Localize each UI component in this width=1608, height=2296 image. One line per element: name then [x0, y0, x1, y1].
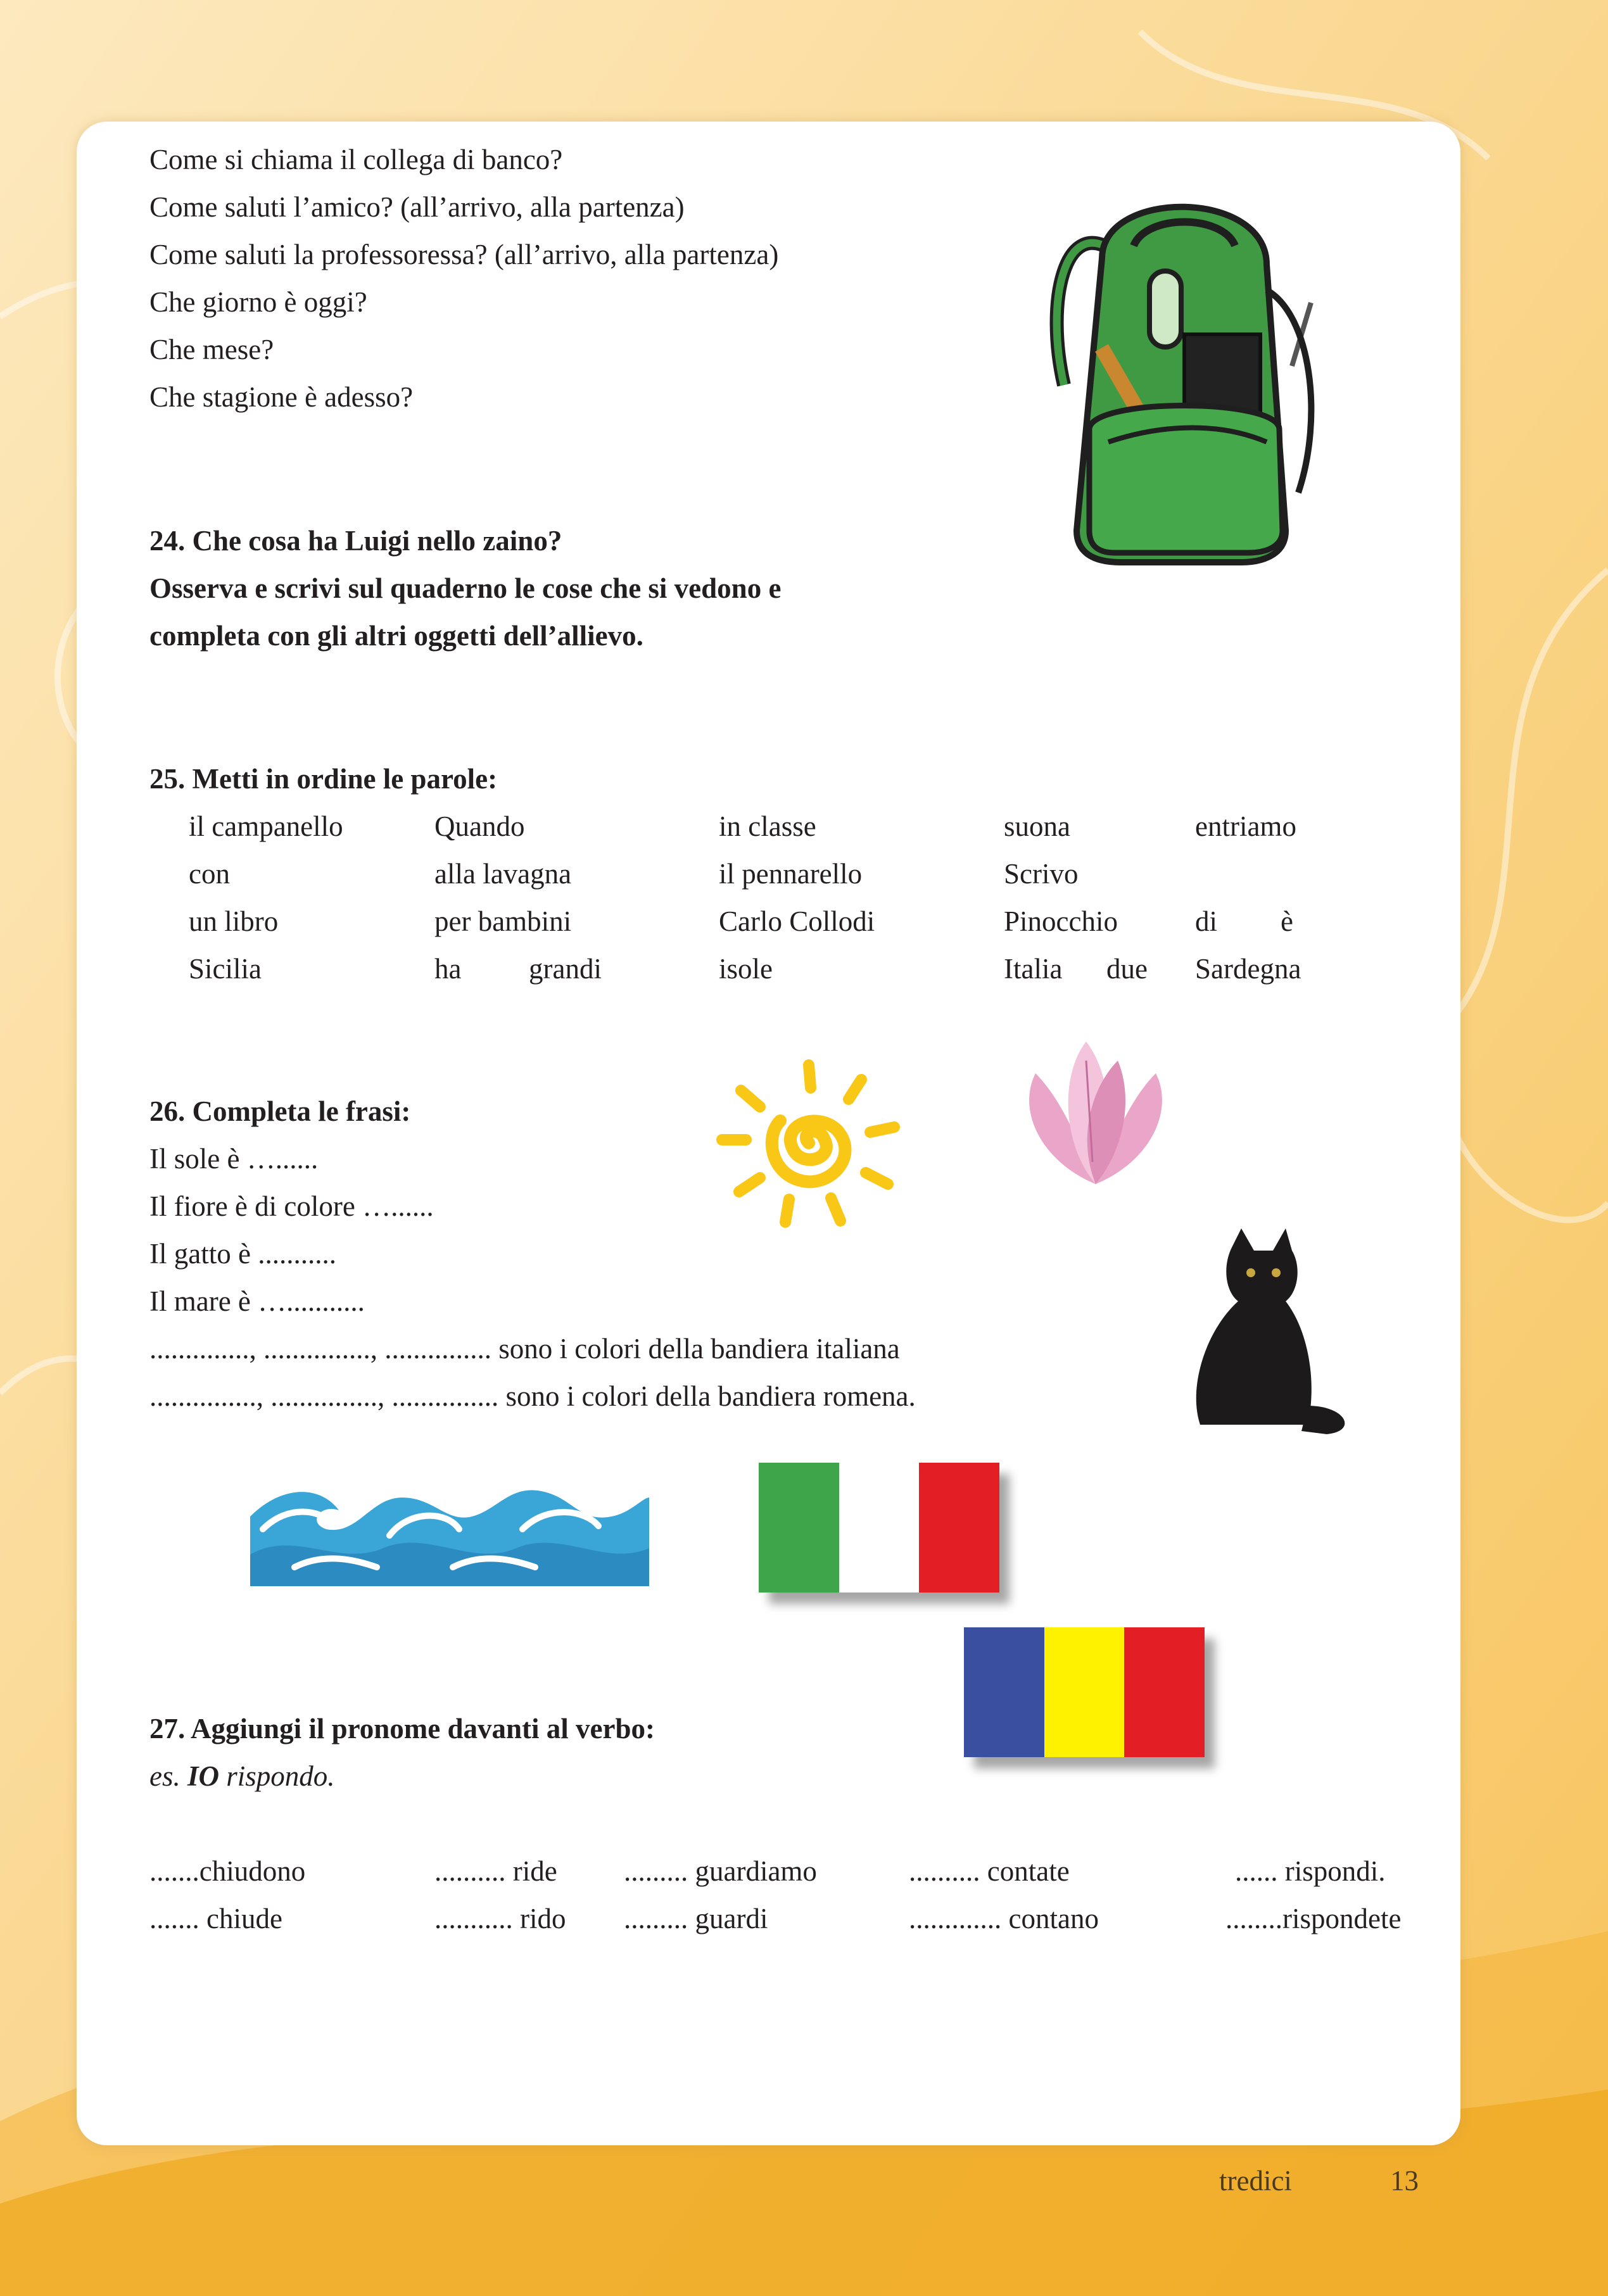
verb-blank: ......... guardiamo	[624, 1855, 817, 1887]
backpack-icon	[1039, 176, 1336, 575]
verb-blank: ....... chiude	[149, 1903, 282, 1934]
exercise-24-instruction: Osserva e scrivi sul quaderno le cose che si vedono e	[149, 572, 782, 604]
word: Quando	[434, 811, 525, 842]
completion-line: ..............., ..............., ............... sono i colori della bandiera romena.	[149, 1380, 916, 1412]
sea-wave-icon	[244, 1460, 652, 1593]
word: Italia	[1004, 953, 1063, 985]
verb-blank: .......... ride	[434, 1855, 557, 1887]
word: Sicilia	[189, 953, 262, 985]
completion-line: Il mare è …...........	[149, 1285, 365, 1317]
word: isole	[719, 953, 773, 985]
word: due	[1106, 953, 1148, 985]
question-line: Come saluti la professoressa? (all’arrivo, alla partenza)	[149, 239, 779, 270]
verb-blank: ......... guardi	[624, 1903, 768, 1934]
black-cat-icon	[1137, 1222, 1371, 1444]
verb-blank: ........rispondete	[1225, 1903, 1402, 1934]
word: per bambini	[434, 905, 572, 937]
word: ha	[434, 953, 462, 985]
italy-flag-icon	[759, 1463, 999, 1593]
word: alla lavagna	[434, 858, 572, 890]
verb-blank: ............. contano	[909, 1903, 1099, 1934]
word: Pinocchio	[1004, 905, 1118, 937]
question-line: Come si chiama il collega di banco?	[149, 144, 563, 175]
verb-blank: ...... rispondi.	[1235, 1855, 1386, 1887]
romania-flag-icon	[964, 1627, 1205, 1757]
exercise-25-title: 25. Metti in ordine le parole:	[149, 763, 498, 795]
word: con	[189, 858, 230, 890]
word: in classe	[719, 811, 816, 842]
completion-line: Il fiore è di colore …......	[149, 1190, 434, 1222]
word: suona	[1004, 811, 1070, 842]
question-line: Che giorno è oggi?	[149, 286, 367, 318]
sun-icon	[711, 1051, 907, 1235]
word: il pennarello	[719, 858, 863, 890]
question-line: Che stagione è adesso?	[149, 381, 414, 413]
word: di	[1195, 905, 1218, 937]
verb-blank: .......chiudono	[149, 1855, 306, 1887]
completion-line: .............., ..............., ............... sono i colori della bandiera italiana	[149, 1333, 900, 1365]
word: Scrivo	[1004, 858, 1079, 890]
word: Carlo Collodi	[719, 905, 875, 937]
exercise-26-title: 26. Completa le frasi:	[149, 1095, 411, 1127]
page-number-word: tredici	[1219, 2165, 1292, 2197]
completion-line: Il sole è …......	[149, 1143, 319, 1175]
word: grandi	[529, 953, 602, 985]
word: è	[1281, 905, 1293, 937]
word: il campanello	[189, 811, 343, 842]
word: un libro	[189, 905, 279, 937]
magnolia-flower-icon	[991, 1035, 1200, 1187]
exercise-24-title: 24. Che cosa ha Luigi nello zaino?	[149, 525, 562, 557]
verb-blank: .......... contate	[909, 1855, 1070, 1887]
word: entriamo	[1195, 811, 1296, 842]
verb-blank: ........... rido	[434, 1903, 566, 1934]
completion-line: Il gatto è ...........	[149, 1238, 336, 1270]
exercise-24-instruction: completa con gli altri oggetti dell’allievo.	[149, 620, 643, 652]
word: Sardegna	[1195, 953, 1301, 985]
question-line: Che mese?	[149, 334, 274, 365]
exercise-27-example: es. IO rispondo.	[149, 1760, 335, 1792]
exercise-27-title: 27. Aggiungi il pronome davanti al verbo:	[149, 1713, 655, 1744]
page-number: 13	[1390, 2165, 1419, 2197]
question-line: Come saluti l’amico? (all’arrivo, alla partenza)	[149, 191, 685, 223]
